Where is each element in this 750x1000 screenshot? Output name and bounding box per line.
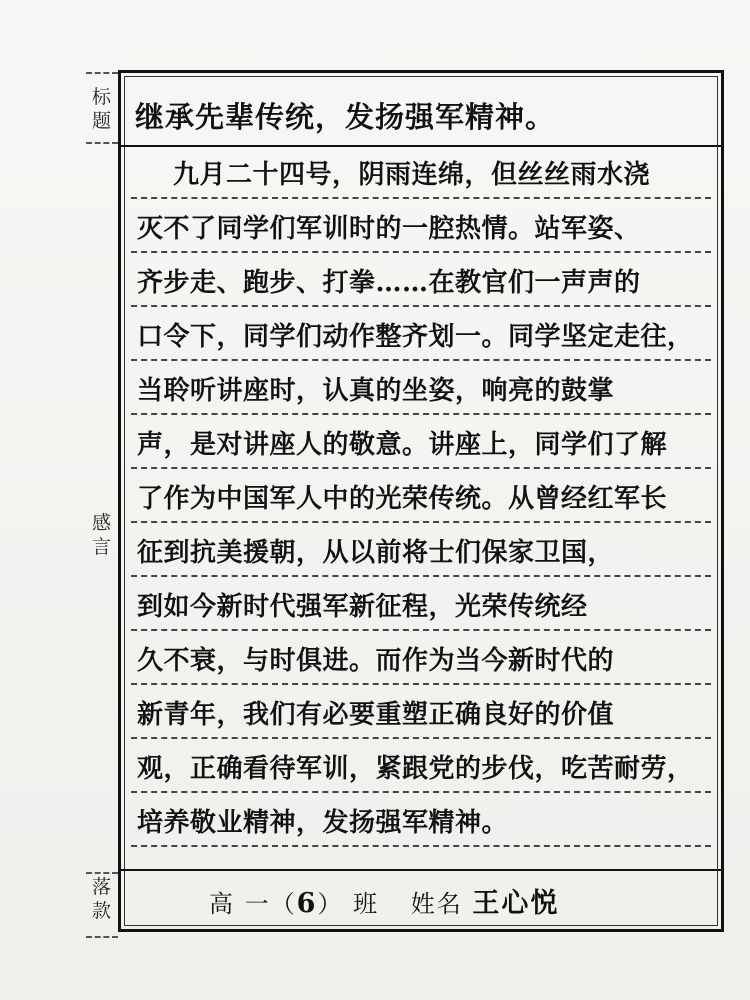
label-divider <box>86 142 118 144</box>
essay-line <box>131 145 711 199</box>
signature-label: 落款 <box>91 876 112 922</box>
body-label: 感言 <box>91 512 112 558</box>
essay-line <box>131 415 711 469</box>
class-paren-open: （ <box>270 890 297 918</box>
essay-line-text: 九月二十四号，阴雨连绵，但丝丝雨水浇 <box>173 160 651 190</box>
essay-line-text: 征到抗美援朝，从以前将士们保家卫国， <box>137 538 615 568</box>
essay-line <box>131 361 711 415</box>
essay-line-text: 了作为中国军人中的光荣传统。从曾经红军长 <box>137 484 668 514</box>
label-divider <box>86 872 118 874</box>
essay-line-text: 灭不了同学们军训时的一腔热情。站军姿、 <box>137 214 641 244</box>
name-label: 姓名 <box>410 890 463 918</box>
essay-line <box>131 577 711 631</box>
class-number: 6 <box>296 888 318 919</box>
essay-line-text: 声，是对讲座人的敬意。讲座上，同学们了解 <box>137 430 668 460</box>
essay-body <box>131 145 711 847</box>
essay-title: 继承先辈传统，发扬强军精神。 <box>135 100 556 134</box>
essay-line-text: 齐步走、跑步、打拳……在教官们一声声的 <box>137 268 641 298</box>
essay-line-text: 培养敬业精神，发扬强军精神。 <box>137 808 509 838</box>
essay-line <box>131 685 711 739</box>
essay-line-text: 口令下，同学们动作整齐划一。同学坚定走往， <box>137 322 694 352</box>
class-paren-close: ） <box>317 890 344 918</box>
essay-line <box>131 523 711 577</box>
essay-line <box>131 739 711 793</box>
class-label: 班 <box>353 890 380 918</box>
essay-line-text: 到如今新时代强军新征程，光荣传统经 <box>137 592 588 622</box>
essay-line <box>131 253 711 307</box>
grade-text: 高 一 <box>209 890 271 918</box>
writing-frame <box>118 70 724 932</box>
title-label: 标题 <box>91 86 112 132</box>
essay-line-text: 观，正确看待军训，紧跟党的步伐，吃苦耐劳， <box>137 754 694 784</box>
student-name: 王心悦 <box>472 888 560 919</box>
essay-line <box>131 469 711 523</box>
essay-line-text: 当聆听讲座时，认真的坐姿，响亮的鼓掌 <box>137 376 615 406</box>
signature-row <box>121 869 721 929</box>
essay-line <box>131 793 711 847</box>
signature-text <box>209 881 559 920</box>
label-divider <box>86 72 118 74</box>
essay-line-text: 新青年，我们有必要重塑正确良好的价值 <box>137 700 615 730</box>
essay-line-text: 久不衰，与时俱进。而作为当今新时代的 <box>137 646 615 676</box>
essay-line <box>131 307 711 361</box>
essay-line <box>131 631 711 685</box>
label-divider <box>86 936 118 938</box>
title-row <box>121 73 721 147</box>
essay-line <box>131 199 711 253</box>
